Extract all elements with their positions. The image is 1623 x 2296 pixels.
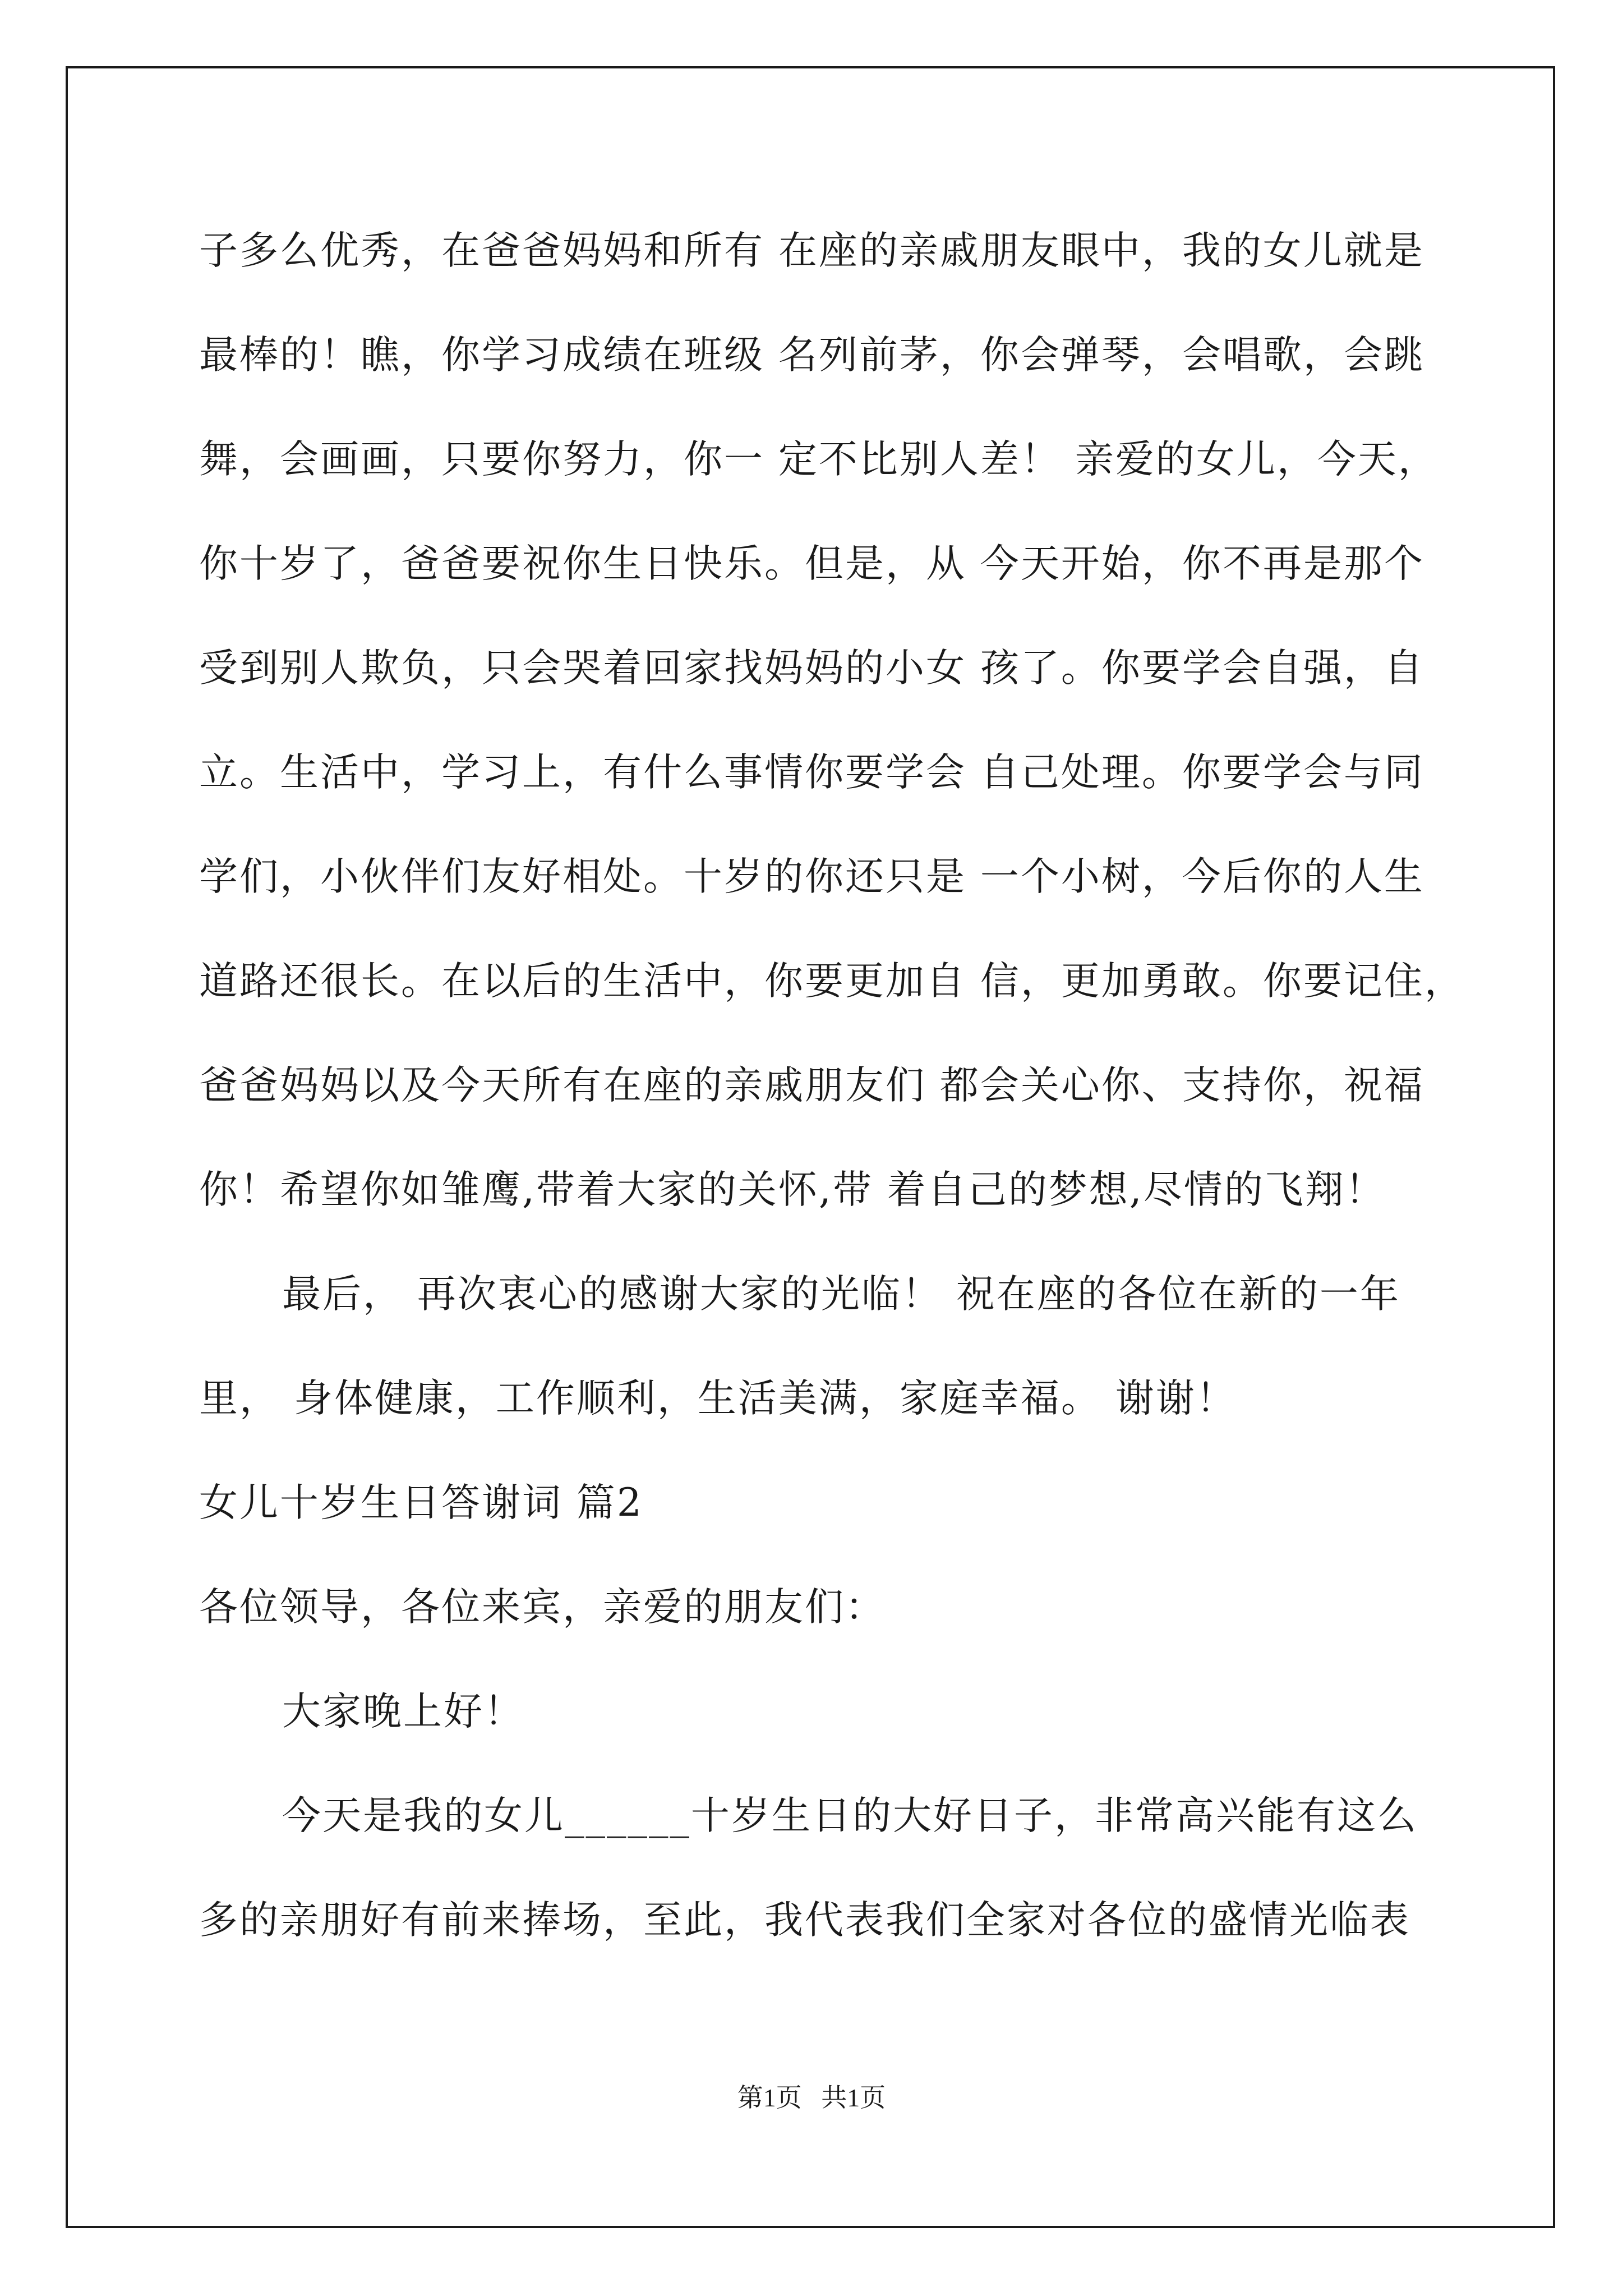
- text-line: 受到别人欺负，只会哭着回家找妈妈的小女 孩了。你要学会自强，自: [199, 646, 1424, 691]
- text-line: 立。生活中，学习上，有什么事情你要学会 自己处理。你要学会与同: [199, 750, 1424, 795]
- text-line: 里， 身体健康，工作顺利，生活美满，家庭幸福。 谢谢！: [199, 1376, 1237, 1421]
- text-line: 最后， 再次衷心的感谢大家的光临！ 祝在座的各位在新的一年: [282, 1272, 1400, 1317]
- text-line: 舞，会画画，只要你努力，你一 定不比别人差！ 亲爱的女儿，今天，: [199, 437, 1438, 482]
- text-line: 今天是我的女儿______十岁生日的大好日子，非常高兴能有这么: [282, 1793, 1418, 1838]
- text-line: 你！希望你如雏鹰,带着大家的关怀,带 着自己的梦想,尽情的飞翔！: [199, 1167, 1386, 1212]
- text-line: 道路还很长。在以后的生活中，你要更加自 信，更加勇敢。你要记住，: [199, 959, 1465, 1004]
- text-line: 你十岁了，爸爸要祝你生日快乐。但是，从 今天开始，你不再是那个: [199, 541, 1424, 586]
- text-line: 最棒的！瞧，你学习成绩在班级 名列前茅，你会弹琴，会唱歌，会跳: [199, 333, 1424, 378]
- document-body: [199, 220, 1465, 1994]
- salutation: 各位领导，各位来宾，亲爱的朋友们：: [199, 1585, 886, 1630]
- page-number-footer: 第1页 共1页: [737, 2083, 886, 2112]
- text-line: 子多么优秀，在爸爸妈妈和所有 在座的亲戚朋友眼中，我的女儿就是: [199, 228, 1424, 273]
- text-line: 学们，小伙伴们友好相处。十岁的你还只是 一个小树，今后你的人生: [199, 854, 1424, 899]
- section-heading: 女儿十岁生日答谢词 篇2: [199, 1480, 643, 1525]
- greeting: 大家晚上好！: [282, 1689, 524, 1734]
- text-line: 爸爸妈妈以及今天所有在座的亲戚朋友们 都会关心你、支持你，祝福: [199, 1063, 1424, 1108]
- text-line: 多的亲朋好有前来捧场，至此，我代表我们全家对各位的盛情光临表: [199, 1898, 1410, 1943]
